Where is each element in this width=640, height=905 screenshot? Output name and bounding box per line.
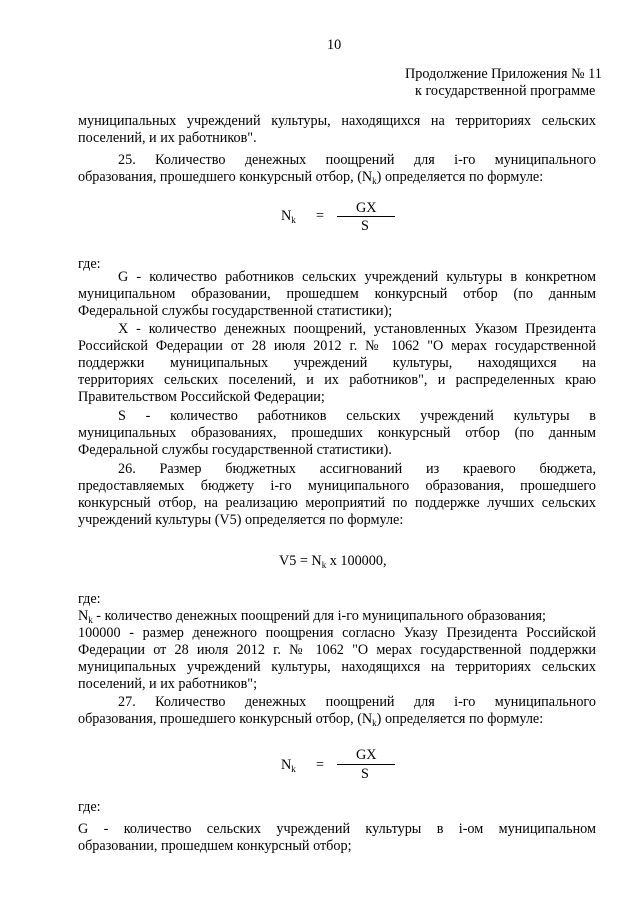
text-line: X - количество денежных поощрений, установленных Указом Президента: [118, 321, 596, 337]
text-line: муниципальных учреждений культуры, находящихся на территориях сельских: [78, 113, 596, 129]
text-line: Федерации от 28 июля 2012 г. № 1062 "О мерах государственной поддержки: [78, 642, 596, 658]
text-line: 26. Размер бюджетных ассигнований из краевого бюджета,: [118, 461, 596, 477]
text-line: 100000 - размер денежного поощрения согласно Указу Президента Российской: [78, 625, 596, 641]
formula-equals: =: [316, 757, 325, 773]
text-line: S - количество работников сельских учреждений культуры в: [118, 408, 596, 424]
formula-numerator: GX: [356, 747, 377, 763]
text-line: поселений, и их работников".: [78, 130, 257, 146]
text-line: Российской Федерации от 28 июля 2012 г. № 1062 "О мерах государственной: [78, 338, 596, 354]
text-line: G - количество сельских учреждений культуры в i-ом муниципальном: [78, 821, 596, 837]
text-line: поддержки муниципальных учреждений культуры, находящихся на: [78, 355, 596, 371]
text-line: $N_k$ - количество денежных поощрений для i-го муниципального образования;: [78, 608, 546, 625]
text-line: образования, прошедшего конкурсный отбор, $(N_k)$ определяется по формуле:: [78, 169, 544, 186]
formula-v5: $V5 = N_k$ x 100000,: [279, 553, 387, 570]
text-line: Правительством Российской Федерации;: [78, 389, 325, 405]
text-line: G - количество работников сельских учреждений культуры в конкретном: [118, 269, 596, 285]
text-line: образования, прошедшего конкурсный отбор, $(N_k)$ определяется по формуле:: [78, 711, 544, 728]
text-line: где:: [78, 591, 101, 607]
text-line: учреждений культуры (V5) определяется по формуле:: [78, 512, 404, 528]
text-line: предоставляемых бюджету i-го муниципального образования, прошедшего: [78, 478, 596, 494]
text-line: 25. Количество денежных поощрений для i-го муниципального: [118, 152, 596, 168]
fraction-bar: [337, 764, 395, 765]
text-line: Федеральной службы государственной статистики);: [78, 303, 393, 319]
text-line: муниципальных учреждений культуры, находящихся на территориях сельских: [78, 659, 596, 675]
appendix-subtitle: к государственной программе: [415, 83, 596, 99]
formula-denominator: S: [361, 218, 369, 234]
text-line: где:: [78, 799, 101, 815]
text-line: Федеральной службы государственной статистики).: [78, 442, 392, 458]
text-line: территориях сельских поселений, и их работников", и распределенных краю: [78, 372, 596, 388]
formula-equals: =: [316, 208, 325, 224]
text-line: конкурсный отбор, на реализацию мероприятий по поддержке лучших сельских: [78, 495, 596, 511]
text-line: муниципальных образованиях, прошедших конкурсный отбор (по данным: [78, 425, 596, 441]
formula-lhs: $N_k$: [281, 757, 296, 774]
fraction-bar: [337, 216, 395, 217]
text-line: муниципальном образовании, прошедшем конкурсный отбор (по данным: [78, 286, 596, 302]
page-number: 10: [327, 37, 342, 53]
appendix-title: Продолжение Приложения № 11: [405, 66, 602, 82]
formula-numerator: GX: [356, 200, 377, 216]
text-line: образовании, прошедшем конкурсный отбор;: [78, 838, 352, 854]
text-line: поселений, и их работников";: [78, 676, 258, 692]
text-line: 27. Количество денежных поощрений для i-го муниципального: [118, 694, 596, 710]
formula-denominator: S: [361, 766, 369, 782]
text-line: где:: [78, 256, 101, 272]
formula-lhs: $N_k$: [281, 208, 296, 225]
